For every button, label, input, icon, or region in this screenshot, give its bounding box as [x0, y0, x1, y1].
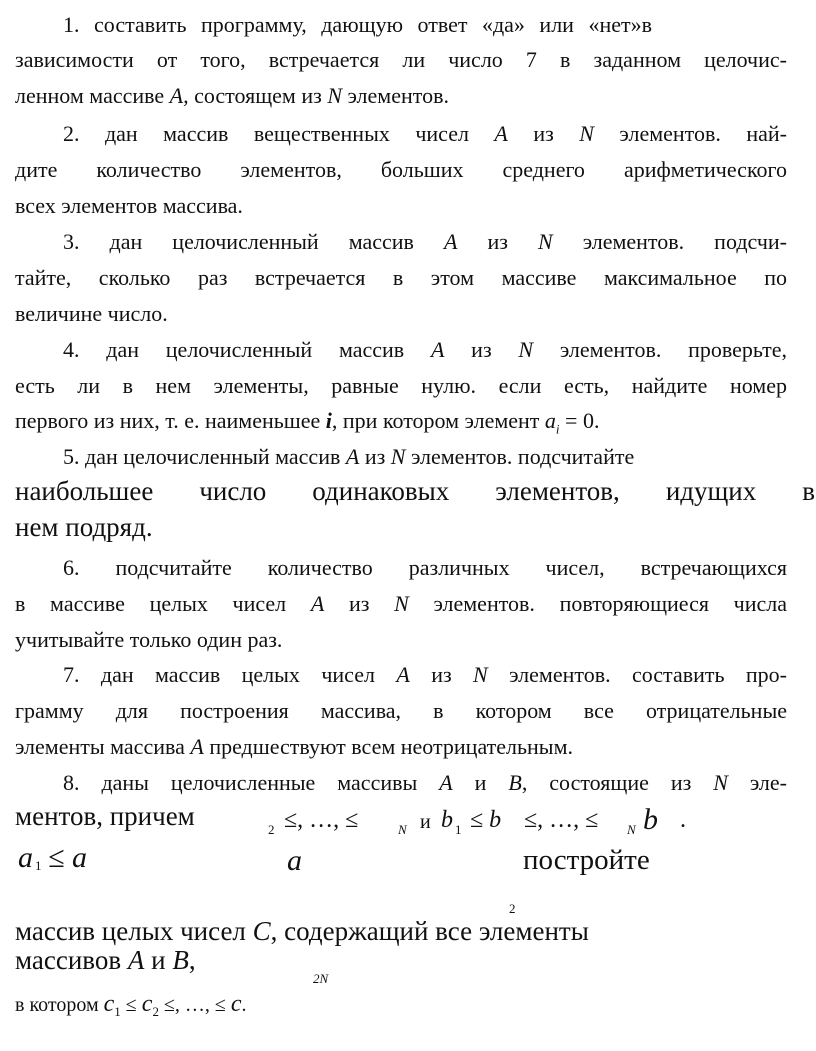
var-N: N — [327, 83, 342, 108]
subscript-i: i — [555, 421, 560, 437]
formula-leq-a: ≤ a — [48, 841, 87, 874]
task6-line1 — [63, 557, 787, 579]
subscript-1: 1 — [114, 1004, 121, 1019]
text: в котором — [15, 994, 104, 1016]
text: , — [188, 945, 196, 975]
var-a: a — [544, 408, 556, 433]
text: 5. дан целочисленный массив — [63, 444, 346, 469]
text: 3. дан целочисленный массив — [63, 229, 444, 254]
text: состоящем из — [188, 83, 328, 108]
task6-line3 — [15, 629, 282, 651]
formula-leq-seq-2: ≤, …, ≤ — [524, 807, 599, 833]
var-N: N — [473, 662, 488, 687]
var-N: N — [713, 770, 728, 795]
text: всех элементов массива. — [15, 193, 243, 218]
task7-line1 — [63, 664, 787, 686]
formula-sup-2: 2 — [509, 901, 516, 916]
task6-line2 — [15, 593, 787, 615]
text: элементов. подсчитайте — [405, 444, 635, 469]
var-c: c — [103, 991, 115, 1017]
task8-line5 — [15, 947, 196, 974]
task4-line3 — [15, 410, 599, 435]
var-N: N — [518, 337, 534, 362]
task3-line3 — [15, 303, 168, 325]
task3-line1 — [63, 231, 787, 253]
text: нем подряд. — [15, 512, 153, 542]
formula-sub-N-2: N — [627, 822, 636, 837]
text: ментов, причем — [15, 801, 195, 831]
text: из — [324, 591, 395, 616]
var-B: B — [508, 770, 522, 795]
text: и — [144, 945, 173, 975]
text: элементов. проверьте, — [533, 337, 787, 362]
text: элементов. — [342, 83, 449, 108]
var-c: c — [141, 991, 153, 1017]
formula-sub-1b: 1 — [35, 858, 42, 873]
task7-line3 — [15, 736, 573, 758]
text: в массиве целых чисел — [15, 591, 311, 616]
var-B: B — [172, 945, 189, 975]
task5-line2 — [15, 478, 815, 505]
task8-line6 — [15, 992, 247, 1018]
task5-line3 — [15, 514, 153, 541]
var-A: A — [345, 444, 360, 469]
text: эле- — [727, 770, 788, 795]
var-A: A — [439, 770, 453, 795]
formula-sub-2: 2 — [268, 822, 275, 837]
task1-line2 — [15, 49, 787, 71]
task5-line1 — [63, 446, 634, 468]
task1-line3 — [15, 85, 449, 107]
var-N: N — [537, 229, 553, 254]
formula-a1: a — [18, 841, 33, 874]
text: из — [409, 662, 474, 687]
task1-line1 — [63, 14, 652, 36]
formula-sup-2N: 2N — [313, 971, 329, 986]
formula-sub-N-1: N — [398, 822, 407, 837]
formula-b1: b — [441, 807, 453, 833]
text: 4. дан целочисленный массив — [63, 337, 431, 362]
var-N: N — [394, 591, 409, 616]
var-N: N — [390, 444, 406, 469]
text: величине число. — [15, 301, 168, 326]
task3-line2 — [15, 267, 787, 289]
text: учитывайте только один раз. — [15, 627, 283, 652]
formula-sub-1: 1 — [455, 822, 462, 837]
task2-line3 — [15, 195, 243, 217]
formula-dot: . — [680, 807, 686, 833]
text: 8. даны целочисленные массивы — [63, 770, 440, 795]
text: 7. дан массив целых чисел — [63, 662, 397, 687]
var-A: A, — [169, 83, 189, 108]
text: массивов — [15, 945, 128, 975]
text: 2. дан массив вещественных чисел — [63, 121, 495, 146]
task4-line1 — [63, 339, 787, 361]
formula-b: b — [643, 803, 658, 836]
text: элементов. составить про- — [487, 662, 788, 687]
text: ≤ — [120, 994, 142, 1016]
text: элементов. повторяющиеся числа — [408, 591, 788, 616]
text: из — [359, 444, 391, 469]
task8-line2-text — [15, 803, 195, 830]
text: и — [452, 770, 509, 795]
task4-line2 — [15, 375, 787, 397]
var-A: A — [127, 945, 145, 975]
text: элементов. подсчи- — [552, 229, 787, 254]
text: ленном массиве — [15, 83, 170, 108]
text: первого из них, т. е. наименьшее — [15, 408, 326, 433]
formula-and: и — [420, 811, 431, 833]
formula-leq-b: ≤ b — [470, 807, 502, 833]
text: массив целых чисел — [15, 916, 253, 946]
text: из — [457, 229, 538, 254]
text: , содержащий все элементы — [270, 916, 589, 946]
text: элементы массива — [15, 734, 191, 759]
text: из — [444, 337, 519, 362]
text: грамму для построения массива, в котором все отрицательные — [15, 698, 787, 723]
text: ≤, …, ≤ — [158, 994, 231, 1016]
var-C: C — [252, 916, 271, 946]
task8-build-word: постройте — [523, 844, 650, 876]
var-c: c — [230, 991, 242, 1017]
var-A: A — [443, 229, 458, 254]
var-A: A — [430, 337, 445, 362]
formula-a: a — [287, 844, 302, 877]
text: 1. составить программу, дающую ответ «да» или «нет»в — [63, 12, 652, 37]
formula-leq-seq-1: ≤, …, ≤ — [284, 807, 359, 833]
text: , при котором элемент — [331, 408, 545, 433]
task8-line1 — [63, 772, 787, 794]
text: 6. подсчитайте количество различных чисел, встречающихся — [63, 555, 787, 580]
var-A: A — [494, 121, 508, 146]
subscript-2: 2 — [152, 1004, 159, 1019]
task2-line1 — [63, 123, 787, 145]
task8-line4 — [15, 918, 589, 945]
task7-line2 — [15, 700, 787, 722]
text: = 0. — [559, 408, 600, 433]
var-A: A — [396, 662, 410, 687]
text: зависимости от того, встречается ли число 7 в заданном целочис- — [15, 47, 787, 72]
text: дите количество элементов, больших среднего арифметического — [15, 157, 787, 182]
text: . — [241, 994, 247, 1016]
task2-line2 — [15, 159, 787, 181]
text: элементов. най- — [593, 121, 787, 146]
text: , состоящие из — [521, 770, 714, 795]
text: тайте, сколько раз встречается в этом массиве максимальное по — [15, 265, 787, 290]
text: наибольшее число одинаковых элементов, идущих в — [15, 476, 815, 506]
var-N: N — [579, 121, 594, 146]
text: есть ли в нем элементы, равные нулю. если есть, найдите номер — [15, 373, 787, 398]
var-A: A — [310, 591, 325, 616]
text: из — [507, 121, 580, 146]
text: предшествуют всем неотрицательным. — [203, 734, 573, 759]
var-i: i — [325, 408, 332, 433]
var-A: A — [190, 734, 204, 759]
